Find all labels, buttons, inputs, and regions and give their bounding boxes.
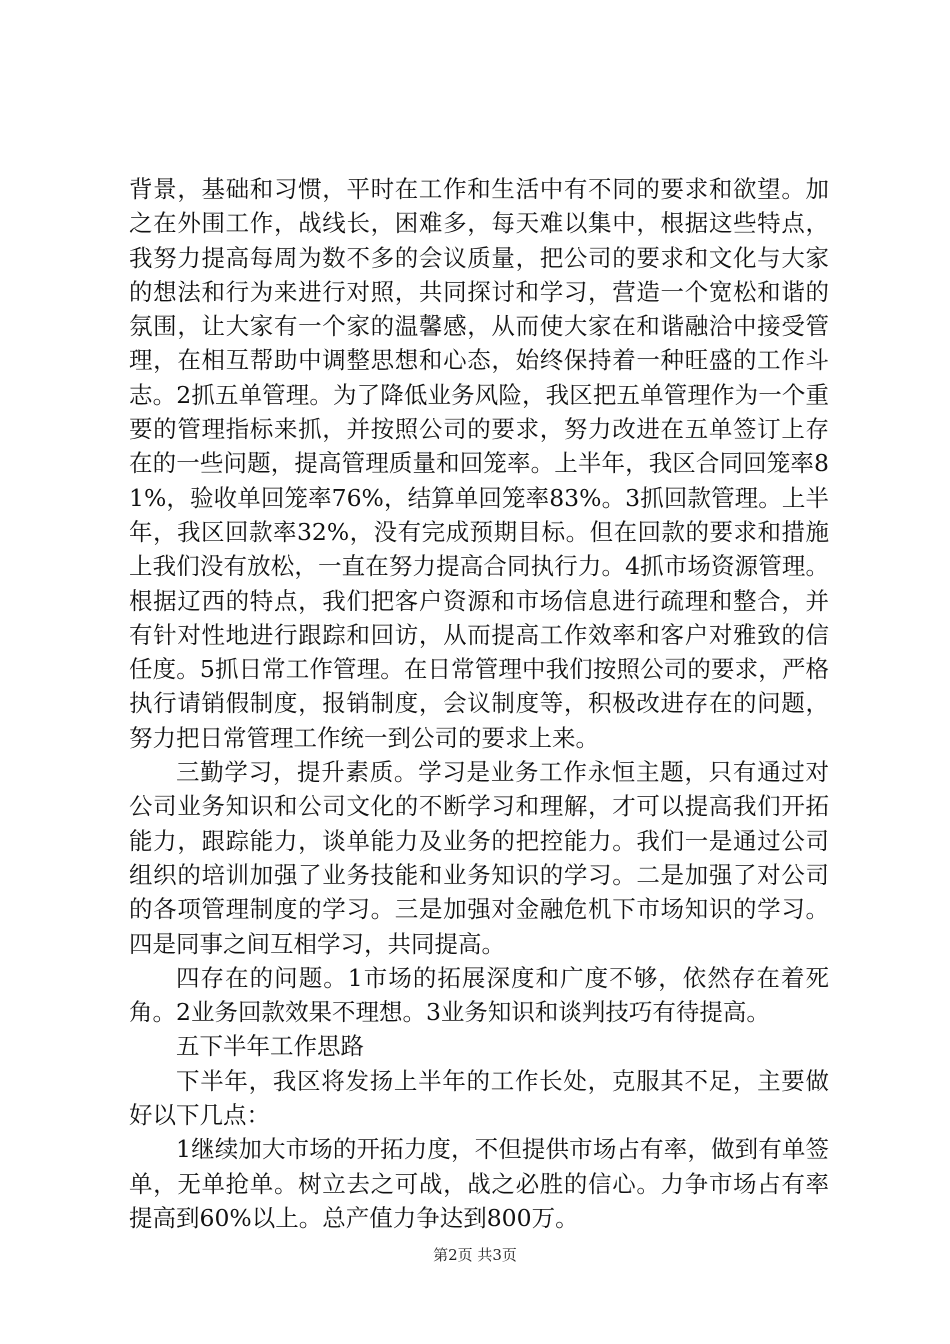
paragraph-plan-item-1: 1继续加大市场的开拓力度，不但提供市场占有率，做到有单签单，无单抢单。树立去之可战，战之必胜的信心。力争市场占有率提高到60%以上。总产值力争达到800万。 — [129, 1135, 829, 1232]
paragraph-continued: 背景，基础和习惯，平时在工作和生活中有不同的要求和欲望。加之在外围工作，战线长，困难多，每天难以集中，根据这些特点，我努力提高每周为数不多的会议质量，把公司的要求和文化与大家的想法和行为来进行对照，共同探讨和学习，营造一个宽松和谐的氛围，让大家有一个家的温馨感，从而使大家在和谐融洽中接受管理，在相互帮助中调整思想和心态，始终保持着一种旺盛的工作斗志。2抓五单管理。为了降低业务风险，我区把五单管理作为一个重要的管理指标来抓，并按照公司的要求，努力改进在五单签订上存在的一些问题，提高管理质量和回笼率。上半年，我区合同回笼率81%，验收单回笼率76%，结算单回笼率83%。3抓回款管理。上半年，我区回款率32%，没有完成预期目标。但在回款的要求和措施上我们没有放松，一直在努力提高合同执行力。4抓市场资源管理。根据辽西的特点，我们把客户资源和市场信息进行疏理和整合，并有针对性地进行跟踪和回访，从而提高工作效率和客户对雅致的信任度。5抓日常工作管理。在日常管理中我们按照公司的要求，严格执行请销假制度，报销制度，会议制度等，积极改进存在的问题，努力把日常管理工作统一到公司的要求上来。 — [129, 175, 829, 752]
document-body — [129, 172, 829, 1235]
paragraph-plan-intro: 下半年，我区将发扬上半年的工作长处，克服其不足，主要做好以下几点： — [129, 1066, 829, 1130]
paragraph-study: 三勤学习，提升素质。学习是业务工作永恒主题，只有通过对公司业务知识和公司文化的不断学习和理解，才可以提高我们开拓能力，跟踪能力，谈单能力及业务的把控能力。我们一是通过公司组织的培训加强了业务技能和业务知识的学习。二是加强了对公司的各项管理制度的学习。三是加强对金融危机下市场知识的学习。四是同事之间互相学习，共同提高。 — [129, 758, 829, 958]
paragraph-problems: 四存在的问题。1市场的拓展深度和广度不够，依然存在着死角。2业务回款效果不理想。3业务知识和谈判技巧有待提高。 — [129, 963, 829, 1027]
section-heading-plan: 五下半年工作思路 — [176, 1032, 364, 1061]
page-number-footer: 第2页 共3页 — [433, 1246, 517, 1264]
